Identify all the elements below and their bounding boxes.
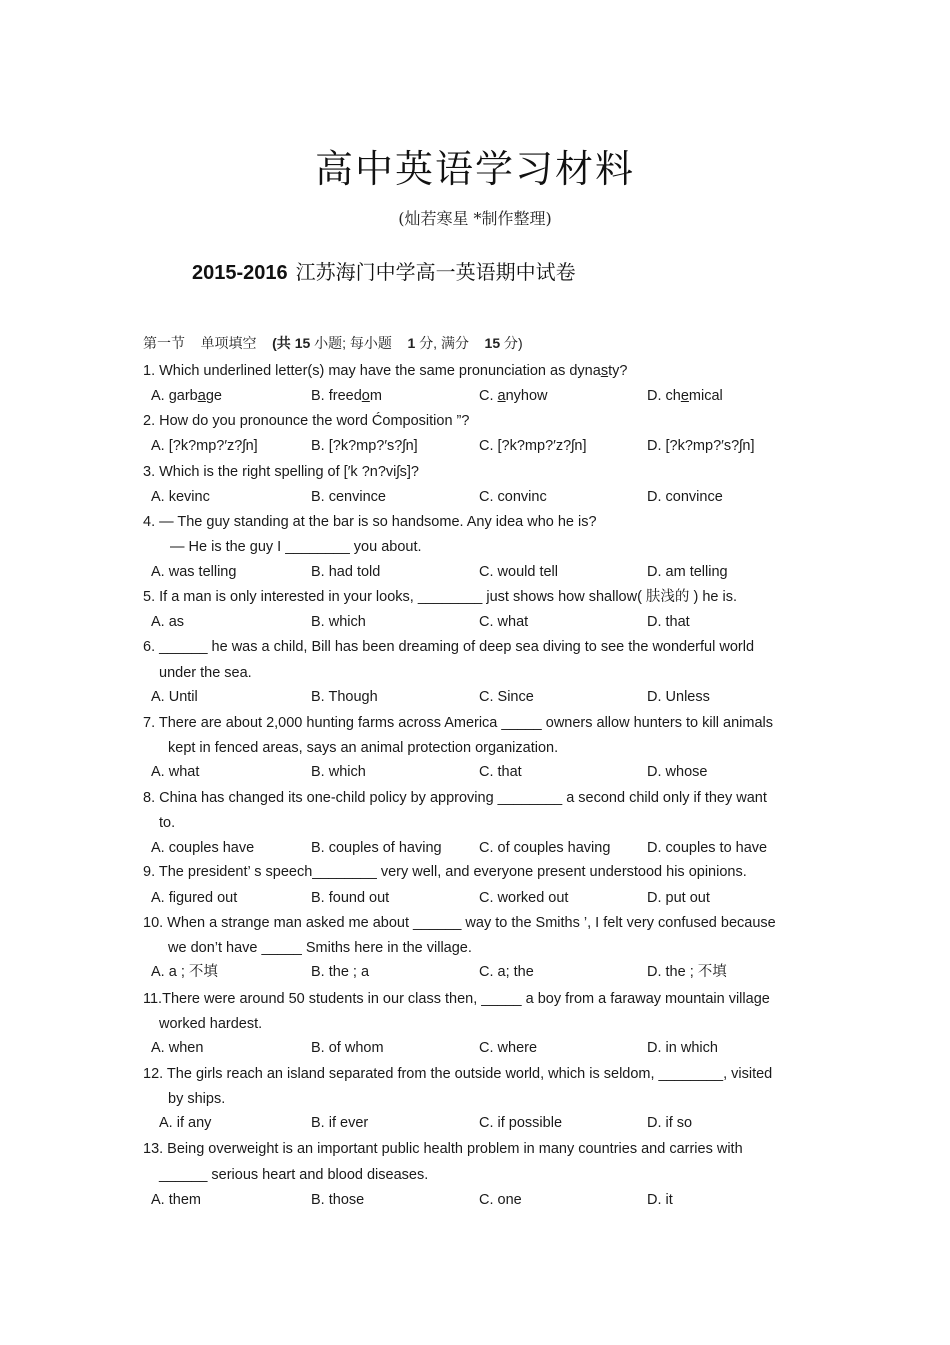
answer-option-d xyxy=(647,437,755,455)
underlined-letters: o xyxy=(361,388,370,404)
answer-option-d xyxy=(647,1039,718,1057)
text-segment: D. am telling xyxy=(647,564,728,580)
answer-option-d xyxy=(647,963,727,981)
text-segment: 1. Which underlined letter(s) may have the same pronunciation as dyna xyxy=(143,363,601,379)
answer-option-c xyxy=(479,387,548,405)
question-stem-continued: by ships. xyxy=(168,1091,226,1107)
text-segment: A. when xyxy=(151,1040,204,1056)
text-segment: B. of whom xyxy=(311,1040,384,1056)
answer-option-a xyxy=(151,763,199,781)
question-stem xyxy=(143,638,754,656)
answer-option-c xyxy=(479,437,587,455)
text-segment: A. Until xyxy=(151,689,198,705)
question-stem xyxy=(143,588,737,606)
question-stem xyxy=(143,513,597,531)
text-segment: 2. How do you pronounce the word Ćomposition ”? xyxy=(143,413,470,429)
text-segment: m xyxy=(369,388,382,404)
exam-year: 2015-2016 xyxy=(192,262,288,284)
section-header xyxy=(143,333,523,353)
question-stem xyxy=(143,1140,743,1158)
text-segment: A. a ; 不填 xyxy=(151,964,218,980)
answer-option-d xyxy=(647,1114,692,1132)
text-segment: D. whose xyxy=(647,764,708,780)
text-segment: B. if ever xyxy=(311,1115,369,1131)
underlined-letters: a xyxy=(497,388,506,404)
text-segment: C. [?k?mp?′z?ʃn] xyxy=(479,438,587,454)
text-segment: C. of couples having xyxy=(479,840,611,856)
text-segment: B. [?k?mp?′s?ʃn] xyxy=(311,438,418,454)
answer-option-b xyxy=(311,963,369,981)
text-segment: D. [?k?mp?′s?ʃn] xyxy=(647,438,755,454)
text-segment: C. one xyxy=(479,1192,522,1208)
question-stem xyxy=(143,362,627,380)
answer-option-c xyxy=(479,688,534,706)
underlined-letters: a xyxy=(197,388,206,404)
answer-option-a xyxy=(151,688,198,706)
text-segment: B. had told xyxy=(311,564,381,580)
text-segment: 12. The girls reach an island separated from the outside world, which is seldom, ________, visited xyxy=(143,1066,773,1082)
text-segment: D. the ; 不填 xyxy=(647,964,727,980)
text-segment: D. put out xyxy=(647,890,710,906)
text-segment: B. couples of having xyxy=(311,840,442,856)
answer-option-a xyxy=(151,387,222,405)
text-segment: D. that xyxy=(647,614,690,630)
text-segment: 10. When a strange man asked me about ______ way to the Smiths ’, I felt very confused because xyxy=(143,915,776,931)
answer-option-d xyxy=(647,613,690,631)
text-segment: C. a; the xyxy=(479,964,534,980)
section-info-c: 分, 满分 xyxy=(419,335,469,351)
answer-option-b xyxy=(311,1039,384,1057)
text-segment: C. if possible xyxy=(479,1115,563,1131)
text-segment: B. which xyxy=(311,764,366,780)
text-segment: C. where xyxy=(479,1040,538,1056)
answer-option-a xyxy=(159,1114,211,1132)
answer-option-b xyxy=(311,613,366,631)
answer-option-a xyxy=(151,437,258,455)
section-info-a: (共 xyxy=(272,335,291,351)
answer-option-c xyxy=(479,889,568,907)
text-segment: A. was telling xyxy=(151,564,237,580)
text-segment: C. convinc xyxy=(479,489,547,505)
answer-option-a xyxy=(151,613,184,631)
answer-option-d xyxy=(647,763,707,781)
text-segment: 3. Which is the right spelling of [′k ?n?viʃs]? xyxy=(143,464,419,480)
text-segment: B. those xyxy=(311,1192,365,1208)
question-stem-continued: worked hardest. xyxy=(159,1016,263,1032)
question-stem-continued: to. xyxy=(159,815,176,831)
answer-option-b xyxy=(311,763,366,781)
answer-option-a xyxy=(151,488,210,506)
text-segment: A. if any xyxy=(159,1115,212,1131)
text-segment: C. what xyxy=(479,614,529,630)
answer-option-b xyxy=(311,437,418,455)
answer-option-c xyxy=(479,1114,562,1132)
answer-option-a xyxy=(151,1191,201,1209)
answer-option-b xyxy=(311,387,382,405)
text-segment: D. convince xyxy=(647,489,723,505)
text-segment: C. would tell xyxy=(479,564,558,580)
text-segment: 4. — The guy standing at the bar is so handsome. Any idea who he is? xyxy=(143,514,597,530)
exam-title xyxy=(192,256,576,285)
answer-option-c xyxy=(479,488,547,506)
text-segment: C. that xyxy=(479,764,522,780)
answer-option-c xyxy=(479,763,522,781)
answer-option-b xyxy=(311,563,380,581)
question-stem-continued: under the sea. xyxy=(159,665,252,681)
answer-option-b xyxy=(311,488,386,506)
answer-option-c xyxy=(479,963,534,981)
exam-name: 江苏海门中学高一英语期中试卷 xyxy=(295,260,576,284)
text-segment: B. Though xyxy=(311,689,378,705)
text-segment: nyhow xyxy=(505,388,548,404)
text-segment: D. it xyxy=(647,1192,673,1208)
question-stem xyxy=(143,1065,772,1083)
answer-option-d xyxy=(647,889,710,907)
answer-option-c xyxy=(479,839,610,857)
text-segment: B. freed xyxy=(311,388,362,404)
text-segment: 7. There are about 2,000 hunting farms across America _____ owners allow hunters to kill animals xyxy=(143,715,774,731)
section-total: 15 xyxy=(484,335,501,351)
section-name: 单项填空 xyxy=(200,335,257,351)
question-stem xyxy=(143,789,767,807)
text-segment: C. Since xyxy=(479,689,534,705)
section-points-each: 1 xyxy=(407,335,416,351)
text-segment: D. ch xyxy=(647,388,681,404)
text-segment: 11.There were around 50 students in our class then, _____ a boy from a faraway mountain village xyxy=(143,991,770,1007)
text-segment: A. [?k?mp?′z?ʃn] xyxy=(151,438,258,454)
question-stem xyxy=(143,914,776,932)
text-segment: 5. If a man is only interested in your looks, ________ just shows how shallow( 肤浅的 ) he is. xyxy=(143,589,737,605)
question-stem xyxy=(143,714,773,732)
answer-option-d xyxy=(647,563,728,581)
answer-option-c xyxy=(479,1191,522,1209)
answer-option-d xyxy=(647,387,723,405)
answer-option-b xyxy=(311,889,389,907)
answer-option-c xyxy=(479,613,528,631)
answer-option-d xyxy=(647,488,723,506)
answer-option-a xyxy=(151,1039,203,1057)
answer-option-a xyxy=(151,563,236,581)
document-subtitle: (灿若寒星 *制作整理) xyxy=(398,209,552,228)
answer-option-d xyxy=(647,839,767,857)
text-segment: A. garb xyxy=(151,388,198,404)
text-segment: A. kevinc xyxy=(151,489,210,505)
question-stem xyxy=(143,412,469,430)
text-segment: D. Unless xyxy=(647,689,710,705)
text-segment: A. them xyxy=(151,1192,201,1208)
text-segment: B. which xyxy=(311,614,366,630)
text-segment: A. couples have xyxy=(151,840,255,856)
text-segment: ty? xyxy=(608,363,628,379)
question-stem-continued: — He is the guy I ________ you about. xyxy=(170,539,422,555)
section-info-d: 分) xyxy=(504,335,523,351)
answer-option-c xyxy=(479,563,558,581)
text-segment: 8. China has changed its one-child policy by approving ________ a second child only if they want xyxy=(143,790,767,806)
answer-option-d xyxy=(647,1191,673,1209)
text-segment: D. if so xyxy=(647,1115,693,1131)
answer-option-b xyxy=(311,688,378,706)
text-segment: B. the ; a xyxy=(311,964,370,980)
question-stem-continued: kept in fenced areas, says an animal protection organization. xyxy=(168,740,559,756)
question-stem-continued: we don’t have _____ Smiths here in the village. xyxy=(168,940,472,956)
text-segment: B. found out xyxy=(311,890,390,906)
text-segment: 13. Being overweight is an important public health problem in many countries and carries with xyxy=(143,1141,743,1157)
text-segment: A. as xyxy=(151,614,185,630)
answer-option-d xyxy=(647,688,710,706)
answer-option-c xyxy=(479,1039,537,1057)
answer-option-a xyxy=(151,963,218,981)
answer-option-b xyxy=(311,839,442,857)
document-title: 高中英语学习材料 xyxy=(314,147,635,191)
question-stem xyxy=(143,463,419,481)
text-segment: A. what xyxy=(151,764,200,780)
answer-option-b xyxy=(311,1114,368,1132)
text-segment: 6. ______ he was a child, Bill has been dreaming of deep sea diving to see the wonderful world xyxy=(143,639,755,655)
answer-option-a xyxy=(151,839,254,857)
question-stem xyxy=(143,990,770,1008)
question-stem-continued: ______ serious heart and blood diseases. xyxy=(159,1167,429,1183)
text-segment: mical xyxy=(688,388,723,404)
section-part: 第一节 xyxy=(143,335,185,351)
underlined-letters: e xyxy=(680,388,689,404)
text-segment: A. figured out xyxy=(151,890,238,906)
section-info-b: 小题; 每小题 xyxy=(314,335,392,351)
underlined-letters: s xyxy=(600,363,609,379)
answer-option-a xyxy=(151,889,237,907)
text-segment: D. couples to have xyxy=(647,840,768,856)
text-segment: B. cenvince xyxy=(311,489,386,505)
answer-option-b xyxy=(311,1191,364,1209)
text-segment: ge xyxy=(205,388,222,404)
text-segment: C. worked out xyxy=(479,890,569,906)
section-count: 15 xyxy=(294,335,311,351)
text-segment: D. in which xyxy=(647,1040,718,1056)
question-stem xyxy=(143,863,747,881)
text-segment: 9. The president’ s speech________ very well, and everyone present understood his opinions. xyxy=(143,864,747,880)
text-segment: C. xyxy=(479,388,498,404)
